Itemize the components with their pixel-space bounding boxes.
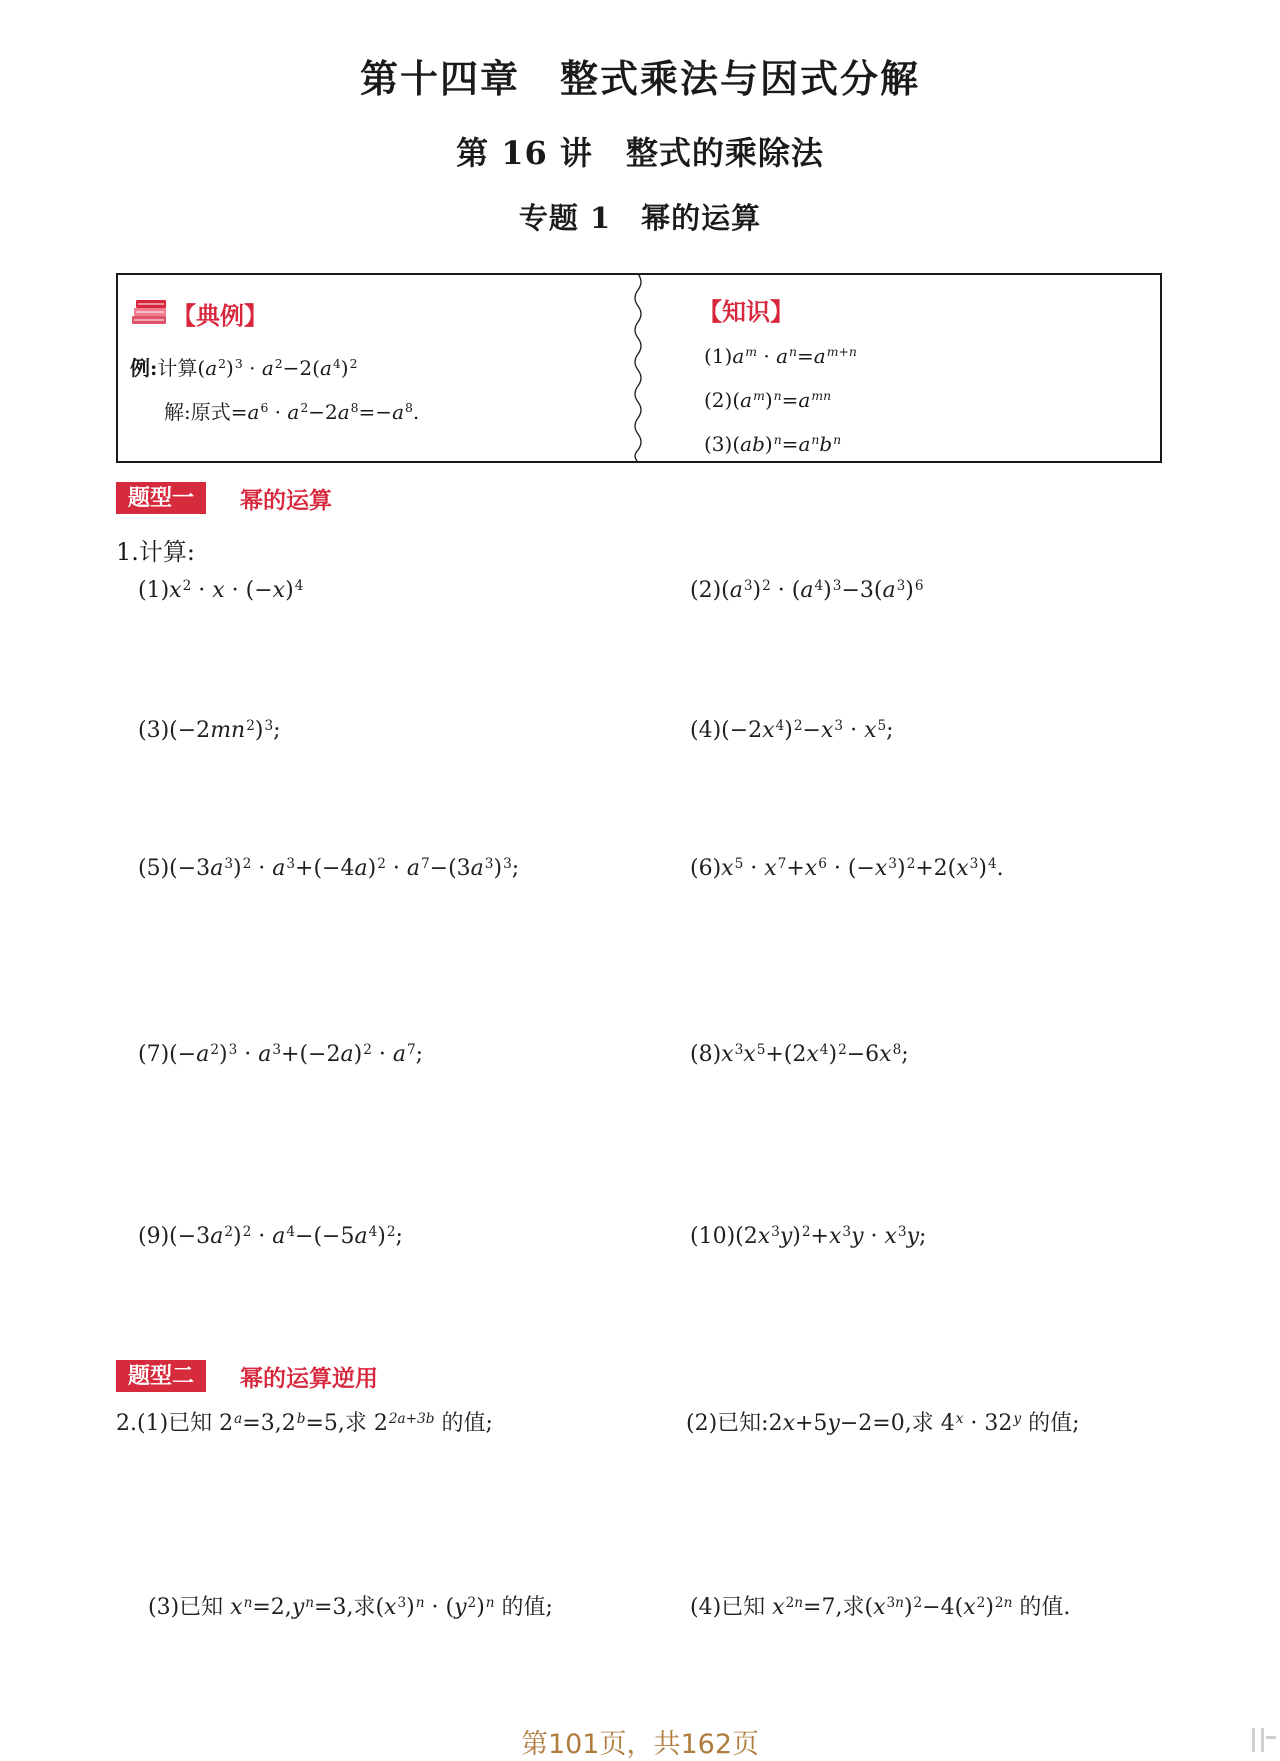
problem-2-3: (3)已知 $x^n=2,y^n=3$,求$(x^3)^n \cdot (y^2)^n$ 的值; bbox=[148, 1594, 553, 1620]
section1-tag: 题型一 bbox=[116, 482, 206, 514]
wavy-divider bbox=[631, 274, 645, 462]
problem-1-7: $(7)(-a^2)^3 \cdot a^3+(-2a)^2 \cdot a^7$; bbox=[138, 1041, 424, 1067]
problem-1-6: $(6)x^5 \cdot x^7+x^6 \cdot (-x^3)^2+2(x^3)^4$. bbox=[690, 855, 1004, 881]
problem-1-5: $(5)(-3a^3)^2 \cdot a^3+(-4a)^2 \cdot a^7-(3a^3)^3$; bbox=[138, 855, 520, 881]
book-stack-icon bbox=[130, 296, 170, 326]
example-text: 计算 bbox=[157, 356, 198, 380]
problem-1-3: $(3)(-2mn^2)^3$; bbox=[138, 717, 281, 743]
section2-title: 幂的运算逆用 bbox=[240, 1365, 378, 1392]
problem-2-4: (4)已知 $x^{2n}=7$,求$(x^{3n})^2-4(x^2)^{2n}$ 的值. bbox=[690, 1594, 1071, 1620]
solution-line: 解:原式$=a^6 \cdot a^2-2a^8=-a^8$. bbox=[164, 400, 420, 424]
knowledge-rule-1: $(1)a^m \cdot a^n=a^{m+n}$ bbox=[704, 344, 857, 368]
section1-title: 幂的运算 bbox=[240, 487, 332, 514]
knowledge-rule-2: $(2)(a^m)^n=a^{mn}$ bbox=[704, 388, 832, 412]
knowledge-box-title: 【知识】 bbox=[698, 297, 794, 326]
scrollbar-icon[interactable] bbox=[1252, 1726, 1276, 1756]
example-line: 例:计算$(a^2)^3 \cdot a^2-2(a^4)^2$ bbox=[130, 356, 358, 380]
problem-1-1: $(1)x^2 \cdot x \cdot (-x)^4$ bbox=[138, 577, 304, 603]
problem-1-4: $(4)(-2x^4)^2-x^3 \cdot x^5$; bbox=[690, 717, 894, 743]
lecture-title: 第 16 讲 整式的乘除法 bbox=[456, 134, 824, 172]
solution-prefix: 解:原式= bbox=[164, 400, 248, 424]
question1-label: 1.计算: bbox=[116, 538, 195, 566]
problem-1-9: $(9)(-3a^2)^2 \cdot a^4-(-5a^4)^2$; bbox=[138, 1223, 403, 1249]
section2-tag: 题型二 bbox=[116, 1360, 206, 1392]
example-prefix: 例: bbox=[130, 356, 158, 380]
problem-1-2: $(2)(a^3)^2 \cdot (a^4)^3-3(a^3)^6$ bbox=[690, 577, 924, 603]
problem-2-2: (2)已知:2x+5y−2=0,求 $4^x \cdot 32^y$ 的值; bbox=[686, 1410, 1080, 1436]
question2-label: 2. bbox=[116, 1411, 137, 1436]
page-indicator: 第101页，共162页 bbox=[520, 1729, 760, 1760]
example-box-title: 【典例】 bbox=[172, 301, 268, 330]
problem-1-8: $(8)x^3x^5+(2x^4)^2-6x^8$; bbox=[690, 1041, 909, 1067]
chapter-title: 第十四章 整式乘法与因式分解 bbox=[359, 56, 920, 101]
problem-2-1: 2.(1)已知 $2^a=3,2^b=5$,求 $2^{2a+3b}$ 的值; bbox=[116, 1410, 493, 1436]
knowledge-rule-3: $(3)(ab)^n=a^nb^n$ bbox=[704, 432, 842, 456]
problem-1-10: $(10)(2x^3y)^2+x^3y \cdot x^3y$; bbox=[690, 1223, 927, 1249]
topic-title: 专题 1 幂的运算 bbox=[518, 201, 762, 235]
